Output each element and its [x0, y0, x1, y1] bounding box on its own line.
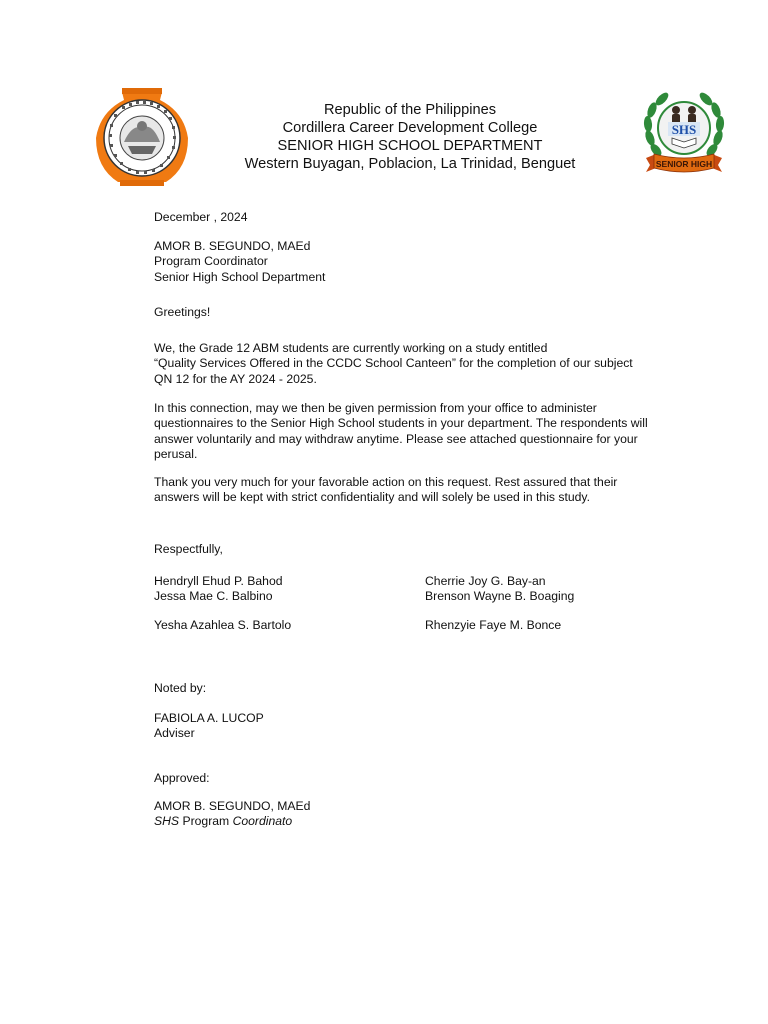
approver-title-shs: SHS	[154, 814, 180, 829]
signatory-name: Hendryll Ehud P. Bahod	[154, 574, 283, 588]
letterhead	[200, 101, 620, 173]
ccdc-seal-logo	[92, 86, 192, 188]
paragraph-line: perusal.	[154, 447, 198, 462]
signatory-name: Yesha Azahlea S. Bartolo	[154, 618, 292, 632]
letterhead-department: SENIOR HIGH SCHOOL DEPARTMENT	[277, 138, 543, 154]
approved-label	[154, 771, 210, 786]
signatory-name: Jessa Mae C. Balbino	[154, 589, 273, 604]
paragraph-line: questionnaires to the Senior High School students in your department. The respondents will	[154, 416, 648, 431]
approver-title-program: Program	[179, 814, 233, 829]
paragraph-line: We, the Grade 12 ABM students are currently working on a study entitled	[154, 341, 548, 355]
letterhead-college: Cordillera Career Development College	[282, 120, 538, 136]
addressee-department: Senior High School Department	[154, 269, 326, 284]
signatory-name: Brenson Wayne B. Boaging	[425, 589, 575, 604]
paragraph-line: answer voluntarily and may withdraw anytime. Please see attached questionnaire for your	[154, 431, 638, 446]
greeting	[154, 305, 210, 320]
addressee-title: Program Coordinator	[154, 254, 268, 269]
paragraph-line: In this connection, may we then be given permission from your office to administer	[154, 401, 597, 415]
paragraph-thanks	[154, 475, 617, 506]
adviser-title: Adviser	[154, 726, 195, 741]
approver-block	[154, 799, 310, 830]
letterhead-address: Western Buyagan, Poblacion, La Trinidad, Benguet	[244, 156, 576, 172]
adviser-block	[154, 711, 264, 742]
senior-high-emblem-logo	[638, 88, 730, 180]
letterhead-republic: Republic of the Philippines	[324, 102, 496, 118]
date-text: December , 2024	[154, 210, 248, 224]
approver-title	[154, 814, 310, 829]
noted-by-label	[154, 681, 206, 696]
letter-date	[154, 210, 248, 225]
paragraph-line: “Quality Services Offered in the CCDC School Canteen” for the completion of our subject	[154, 356, 633, 371]
paragraph-study	[154, 341, 633, 387]
signatory-name: Rhenzyie Faye M. Bonce	[425, 618, 562, 632]
approver-title-coordinator: Coordinato	[232, 814, 293, 829]
paragraph-line: Thank you very much for your favorable action on this request. Rest assured that their	[154, 475, 618, 489]
addressee-block	[154, 239, 325, 285]
signatory-name: Cherrie Joy G. Bay-an	[425, 574, 546, 588]
greeting-text: Greetings!	[154, 305, 211, 319]
adviser-name: FABIOLA A. LUCOP	[154, 711, 264, 725]
signatories-left-group	[154, 574, 283, 605]
emblem-ribbon-text: SENIOR HIGH	[655, 159, 713, 169]
signatories-left-single	[154, 618, 291, 633]
paragraph-line: answers will be kept with strict confidentiality and will solely be used in this study.	[154, 490, 591, 505]
paragraph-permission	[154, 401, 648, 463]
approved-text: Approved:	[154, 771, 210, 785]
signatories-right-single	[425, 618, 561, 633]
closing	[154, 542, 223, 557]
noted-by-text: Noted by:	[154, 681, 207, 695]
closing-text: Respectfully,	[154, 542, 223, 556]
emblem-shs-text: SHS	[671, 122, 697, 137]
approver-name: AMOR B. SEGUNDO, MAEd	[154, 799, 311, 813]
signatories-right-group	[425, 574, 574, 605]
paragraph-line: QN 12 for the AY 2024 - 2025.	[154, 371, 317, 386]
addressee-name: AMOR B. SEGUNDO, MAEd	[154, 239, 311, 253]
ribbon-icon	[646, 154, 722, 172]
